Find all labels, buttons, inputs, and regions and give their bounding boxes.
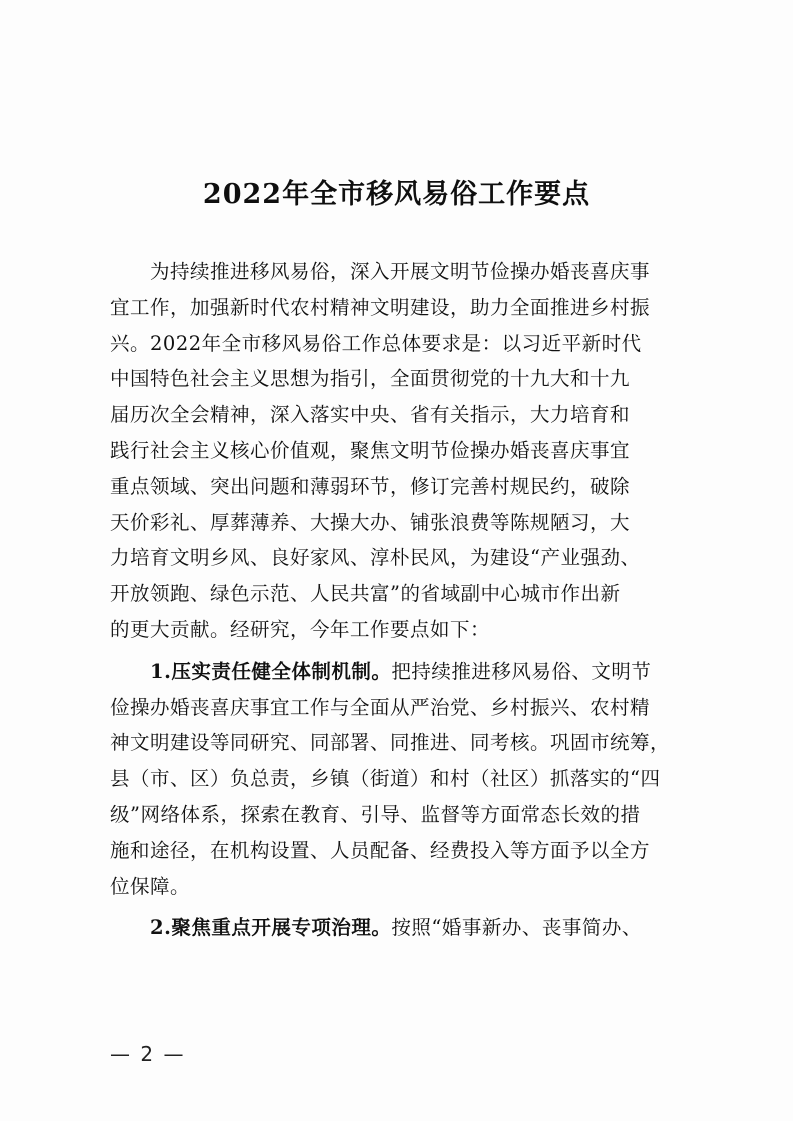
intro-line: 的更大贡献。经研究，今年工作要点如下：	[110, 617, 491, 641]
document-body	[110, 254, 692, 946]
page-number: — 2 —	[110, 1042, 186, 1066]
section-1-heading: 1.压实责任健全体制机制。	[150, 659, 392, 683]
section-1-line: 神文明建设等同研究、同部署、同推进、同考核。巩固市统筹，	[110, 731, 671, 755]
section-1-line: 位保障。	[110, 874, 191, 898]
document-title: 2022年全市移风易俗工作要点	[202, 179, 591, 210]
intro-line: 开放领跑、绿色示范、人民共富”的省域副中心城市作出新	[110, 582, 621, 606]
intro-line: 践行社会主义核心价值观，聚焦文明节俭操办婚丧喜庆事宜	[110, 438, 631, 462]
section-1-line: 俭操办婚丧喜庆事宜工作与全面从严治党、乡村振兴、农村精	[110, 695, 651, 719]
section-1-line: 施和途径，在机构设置、人员配备、经费投入等方面予以全方	[110, 838, 651, 862]
intro-line: 宜工作，加强新时代农村精神文明建设，助力全面推进乡村振	[110, 295, 651, 319]
intro-line: 中国特色社会主义思想为指引，全面贯彻党的十九大和十九	[110, 367, 631, 391]
intro-line: 天价彩礼、厚葬薄养、大操大办、铺张浪费等陈规陋习，大	[110, 510, 631, 534]
section-1-line: 县（市、区）负总责，乡镇（街道）和村（社区）抓落实的“四	[110, 767, 661, 791]
section-2-heading: 2.聚焦重点开展专项治理。	[150, 916, 392, 940]
intro-line: 为持续推进移风易俗，深入开展文明节俭操办婚丧喜庆事	[150, 260, 651, 283]
section-2-first-line	[110, 910, 692, 946]
section-1-line: 级”网络体系，探索在教育、引导、监督等方面常态长效的措	[110, 802, 641, 826]
intro-line: 力培育文明乡风、良好家风、淳朴民风，为建设“产业强劲、	[110, 546, 641, 570]
intro-line: 重点领域、突出问题和薄弱环节，修订完善村规民约，破除	[110, 474, 631, 498]
intro-line: 届历次全会精神，深入落实中央、省有关指示，大力培育和	[110, 403, 631, 427]
intro-line: 兴。2022年全市移风易俗工作总体要求是：以习近平新时代	[110, 331, 642, 355]
section-1-text: 把持续推进移风易俗、文明节	[391, 659, 652, 683]
section-1-first-line	[110, 654, 692, 690]
section-2-text: 按照“婚事新办、丧事简办、	[391, 916, 642, 940]
